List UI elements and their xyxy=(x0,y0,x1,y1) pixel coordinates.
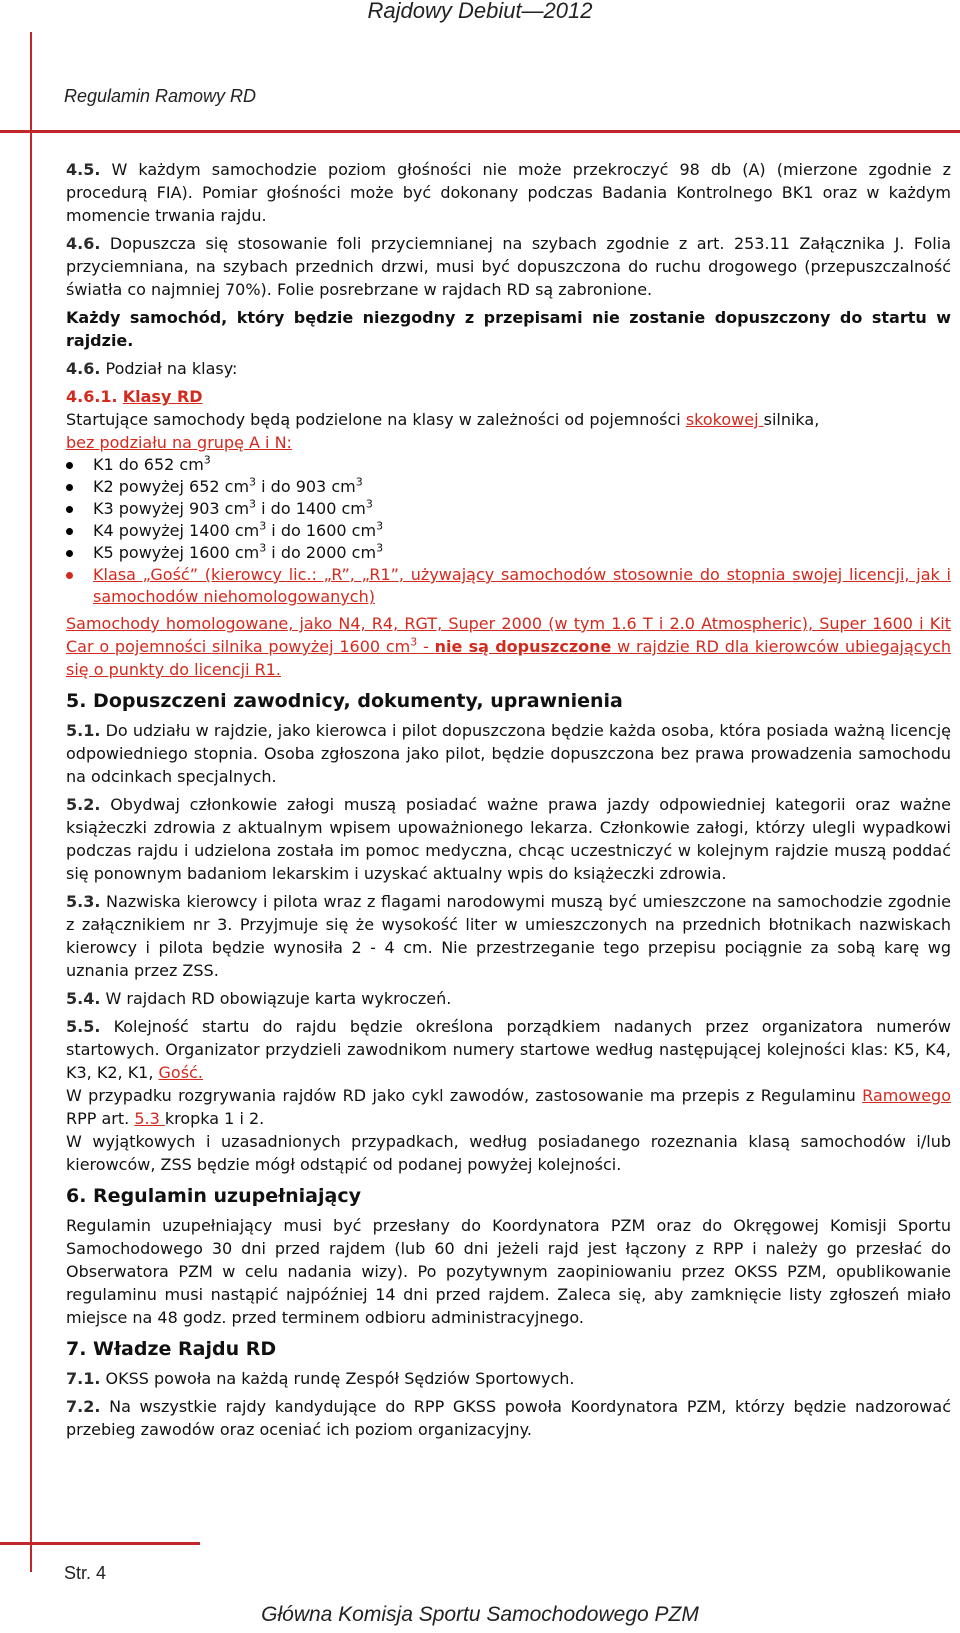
list-item: K1 do 652 $cm^3$ xyxy=(66,454,951,476)
footer-rule xyxy=(0,1542,200,1545)
bullet-icon xyxy=(66,506,73,513)
header-title: Rajdowy Debiut—2012 xyxy=(367,0,593,23)
paragraph-4-5: 4.5. W każdym samochodzie poziom głośności nie może przekroczyć 98 db (A) (mierzone zgodnie z procedurą FIA). Pomiar głośności może być dokonany podczas Badania Kontrolnego BK1 oraz w każdym momencie trwania rajdu. xyxy=(66,160,952,225)
left-margin-rule xyxy=(30,32,32,1572)
paragraph-5-2: 5.2. Obydwaj członkowie załogi muszą posiadać ważne prawa jazdy odpowiedniej kategorii oraz ważne książeczki zdrowia z aktualnym wpisem upoważnionego lekarza. Członkowie załogi, którzy ulegli wypadkowi podczas rajdu i udzielona została im pomoc medyczna, chcąc uczestniczyć w kolejnym rajdzie muszą poddać się ponownym badaniom lekarskim i uzyskać aktualny wpis do książeczki zdrowia. xyxy=(66,795,951,883)
section-5-heading: 5. Dopuszczeni zawodnicy, dokumenty, uprawnienia xyxy=(66,690,623,712)
footer-organization: Główna Komisja Sportu Samochodowego PZM xyxy=(261,1603,699,1626)
paragraph-4-6-film: 4.6. Dopuszcza się stosowanie foli przyciemnianej na szybach zgodnie z art. 253.11 Załącznika J. Folia przyciemniana, na szybach przednich drzwi, musi być dopuszczona do ruchu drogowego (przepuszczalność światła co najmniej 70%). Folie posrebrzane w rajdach RD są zabronione. xyxy=(66,234,952,299)
header-rule xyxy=(0,130,960,133)
warning-paragraph: Każdy samochód, który będzie niezgodny z przepisami nie zostanie dopuszczony do startu w rajdzie. xyxy=(66,308,951,350)
paragraph-4-6-classes: 4.6. Podział na klasy: xyxy=(66,359,238,378)
paragraph-6: Regulamin uzupełniający musi być przesłany do Koordynatora PZM oraz do Okręgowej Komisji Sportu Samochodowego 30 dni przed rajdem (lub 60 dni jeżeli rajd jest łączony z RPP i należy go przesłać do Obserwatora PZM w celu nadania wizy). Po pozytywnym zaopiniowaniu przez OKSS PZM, opublikowanie regulaminu musi nastąpić najpóźniej 14 dni przed rajdem. Zaleca się, aby zamknięcie listy zgłoszeń miało miejsce na 48 godz. przed terminem odbioru administracyjnego. xyxy=(66,1216,951,1327)
bullet-icon xyxy=(66,528,73,535)
paragraph-7-1: 7.1. OKSS powoła na każdą rundę Zespół Sędziów Sportowych. xyxy=(66,1369,575,1388)
homologated-cars-note: Samochody homologowane, jako N4, R4, RGT, Super 2000 (w tym 1.6 T i 2.0 Atmospheric), Super 1600 i Kit Car o pojemności silnika powyżej 1600 $cm^3$ - nie są dopuszczone w rajdzie RD dla kierowców ubiegających się o punkty do licencji R1. xyxy=(66,614,952,679)
paragraph-7-2: 7.2. Na wszystkie rajdy kandydujące do RPP GKSS powoła Koordynatora PZM, którzy będzie nadzorować przebieg zawodów oraz oceniać ich poziom organizacyjny. xyxy=(66,1397,951,1439)
section-running-title: Regulamin Ramowy RD xyxy=(64,86,257,106)
bullet-icon xyxy=(66,484,73,491)
class-list xyxy=(66,454,951,608)
list-item: K4 powyżej 1400 $cm^3$ i do 1600 $cm^3$ xyxy=(66,520,951,542)
document-body xyxy=(66,158,951,1446)
paragraph-5-5: 5.5. Kolejność startu do rajdu będzie określona porządkiem nadanych przez organizatora numerów startowych. Organizator przydzieli zawodnikom numery startowe według następującej kolejności klas: K5, K4, K3, K2, K1, Gość. W przypadku rozgrywania rajdów RD jako cykl zawodów, zastosowanie ma przepis z Regulaminu Ramowego RPP art. 5.3 kropka 1 i 2. W wyjątkowych i uzasadnionych przypadkach, według posiadanego rozeznania klasą samochodów i/lub kierowców, ZSS będzie mógł odstąpić od podanej powyżej kolejności. xyxy=(66,1017,952,1174)
page-number: Str. 4 xyxy=(64,1563,107,1583)
bullet-icon xyxy=(66,462,73,469)
list-item: K5 powyżej 1600 $cm^3$ i do 2000 $cm^3$ xyxy=(66,542,951,564)
bullet-icon xyxy=(66,572,73,579)
section-7-heading: 7. Władze Rajdu RD xyxy=(66,1338,277,1360)
list-item-guest-class: Klasa „Gość” (kierowcy lic.: „R”, „R1”, używający samochodów stosownie do stopnia swojej licencji, jak i samochodów niehomologowanych) xyxy=(66,564,951,608)
paragraph-4-6-1: 4.6.1. Klasy RD Startujące samochody będą podzielone na klasy w zależności od pojemności skokowej silnika, bez podziału na grupę A i N: xyxy=(66,387,820,452)
paragraph-5-1: 5.1. Do udziału w rajdzie, jako kierowca i pilot dopuszczona będzie każda osoba, która posiada ważną licencję odpowiedniego stopnia. Osoba zgłoszona jako pilot, będzie dopuszczona bez prawa prowadzenia samochodu na odcinkach specjalnych. xyxy=(66,721,951,786)
list-item: K2 powyżej 652 $cm^3$ i do 903 $cm^3$ xyxy=(66,476,951,498)
bullet-icon xyxy=(66,550,73,557)
classes-rd-title: Klasy RD xyxy=(122,387,203,406)
list-item: K3 powyżej 903 $cm^3$ i do 1400 $cm^3$ xyxy=(66,498,951,520)
section-6-heading: 6. Regulamin uzupełniający xyxy=(66,1185,361,1207)
paragraph-5-4: 5.4. W rajdach RD obowiązuje karta wykroczeń. xyxy=(66,989,452,1008)
paragraph-5-3: 5.3. Nazwiska kierowcy i pilota wraz z flagami narodowymi muszą być umieszczone na samochodzie zgodnie z załącznikiem nr 3. Przyjmuje się że wysokość liter w umieszczonych na przednich błotnikach nazwiskach kierowcy i pilota będzie wynosiła 2 - 4 cm. Nie przestrzeganie tego przepisu pociągnie za sobą karę wg uznania przez ZSS. xyxy=(66,892,951,980)
